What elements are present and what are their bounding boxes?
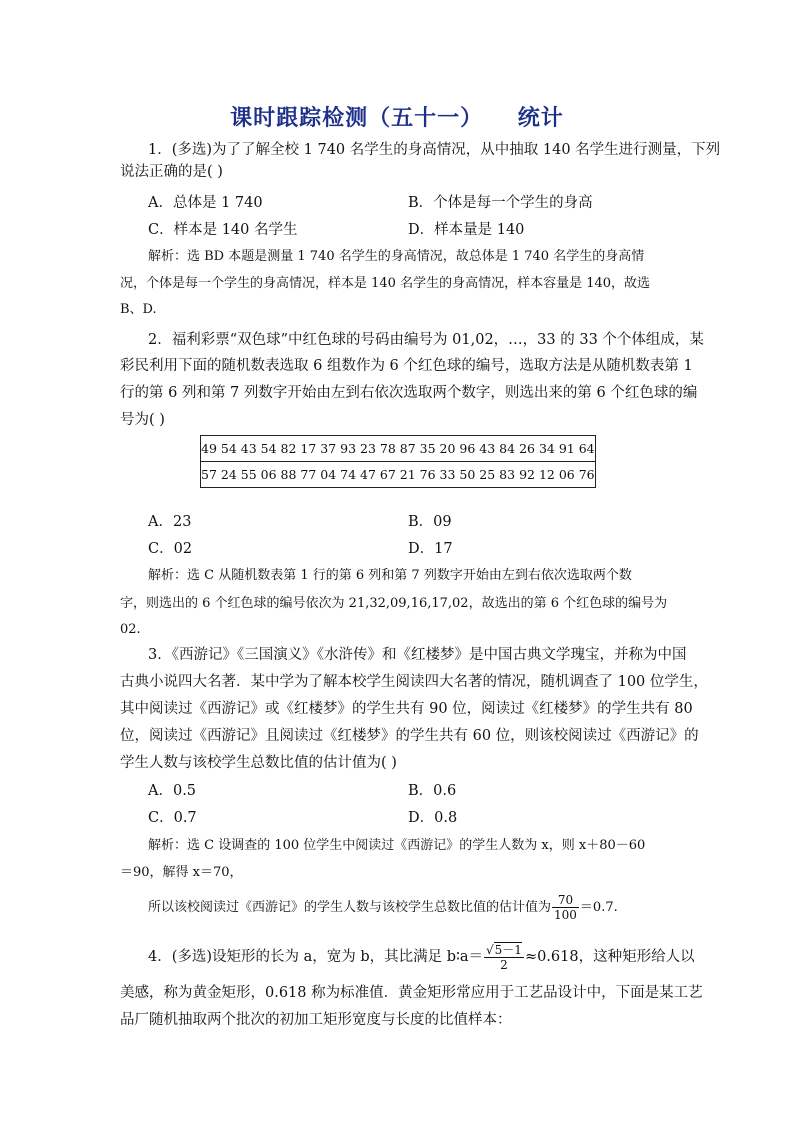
- q3-option-a: A．0.5: [148, 783, 197, 799]
- table-cell: 49 54 43 54 82 17 37 93 23 78 87 35 20 96 43 84 26 34 91 64: [201, 436, 596, 462]
- table-row: [201, 462, 596, 488]
- q3-answer-line2: ＝90，解得 x＝70，: [120, 865, 243, 880]
- q1-stem-line2: 说法正确的是( ): [120, 164, 223, 180]
- q1-answer-line1: 解析：选 BD 本题是测量 1 740 名学生的身高情况，故总体是 1 740 名学生的身高情: [148, 249, 645, 264]
- q1-option-c: C．样本是 140 名学生: [148, 222, 298, 238]
- q2-option-b: B．09: [408, 514, 452, 530]
- q4-stem-line3: 品厂随机抽取两个批次的初加工矩形宽度与长度的比值样本：: [120, 1012, 512, 1028]
- q2-stem-line2: 彩民利用下面的随机数表选取 6 组数作为 6 个红色球的编号，选取方法是从随机数表第 1: [120, 358, 693, 374]
- q4-stem-approx: ≈0.618，这种矩形给人以: [524, 949, 695, 965]
- random-number-table: [200, 435, 596, 488]
- q2-answer-line1: 解析：选 C 从随机数表第 1 行的第 6 列和第 7 列数字开始由左到右依次选取两个数: [148, 568, 632, 583]
- q2-stem-line4: 号为( ): [120, 412, 165, 428]
- q4-stem-text: 4．(多选)设矩形的长为 a，宽为 b，其比满足 b∶a＝: [148, 949, 483, 965]
- q2-answer-line3: 02.: [120, 622, 141, 637]
- q1-option-a: A．总体是 1 740: [148, 195, 263, 211]
- q2-stem-line3: 行的第 6 列和第 7 列数字开始由左到右依次选取两个数字，则选出来的第 6 个红色球的编: [120, 385, 698, 401]
- q3-option-c: C．0.7: [148, 810, 197, 826]
- q2-stem-line1: 2．福利彩票“双色球”中红色球的号码由编号为 01,02，…，33 的 33 个个体组成，某: [148, 332, 704, 348]
- table-cell: 57 24 55 06 88 77 04 74 47 67 21 76 33 50 25 83 92 12 06 76: [201, 462, 596, 488]
- q4-stem-line2: 美感，称为黄金矩形，0.618 称为标准值．黄金矩形常应用于工艺品设计中，下面是某工艺: [120, 985, 703, 1001]
- table-row: [201, 436, 596, 462]
- q1-option-b: B．个体是每一个学生的身高: [408, 195, 593, 211]
- q3-stem-line5: 学生人数与该校学生总数比值的估计值为( ): [120, 755, 397, 771]
- fraction-denominator: 100: [554, 908, 577, 922]
- q1-stem-line1: 1．(多选)为了了解全校 1 740 名学生的身高情况，从中抽取 140 名学生进行测量，下列: [148, 142, 721, 158]
- q3-answer-text: 所以该校阅读过《西游记》的学生人数与该校学生总数比值的估计值为: [148, 900, 552, 915]
- q2-option-c: C．02: [148, 541, 193, 557]
- q1-option-d: D．样本量是 140: [408, 222, 525, 238]
- q2-answer-line2: 字，则选出的 6 个红色球的编号依次为 21,32,09,16,17,02，故选出的第 6 个红色球的编号为: [120, 596, 668, 611]
- q1-answer-line2: 况，个体是每一个学生的身高情况，样本是 140 名学生的身高情况，样本容量是 140，故选: [120, 276, 651, 291]
- fraction-numerator: 70: [552, 893, 579, 908]
- q1-answer-line3: B、D.: [120, 302, 157, 317]
- q3-answer-result: ＝0.7.: [579, 900, 618, 915]
- sqrt-expression: 5－1: [494, 942, 522, 957]
- q2-option-d: D．17: [408, 541, 453, 557]
- page-title: 课时跟踪检测（五十一） 统计: [230, 106, 564, 131]
- q3-stem-line4: 位，阅读过《西游记》且阅读过《红楼梦》的学生共有 60 位，则该校阅读过《西游记》的: [120, 728, 699, 744]
- q4-stem-line1: [148, 940, 695, 974]
- golden-ratio-fraction: [484, 943, 524, 972]
- fraction-denominator: 2: [500, 957, 508, 972]
- q3-option-d: D．0.8: [408, 810, 458, 826]
- q3-stem-line2: 古典小说四大名著．某中学为了解本校学生阅读四大名著的情况，随机调查了 100 位学生，: [120, 674, 708, 690]
- q3-option-b: B．0.6: [408, 783, 457, 799]
- q3-stem-line1: 3．《西游记》《三国演义》《水浒传》和《红楼梦》是中国古典文学瑰宝，并称为中国: [148, 647, 687, 663]
- q3-answer-line1: 解析：选 C 设调查的 100 位学生中阅读过《西游记》的学生人数为 x，则 x＋80－60: [148, 838, 646, 853]
- fraction-numerator: √5－1: [486, 942, 522, 957]
- q3-answer-line3: [148, 892, 676, 924]
- q3-stem-line3: 其中阅读过《西游记》或《红楼梦》的学生共有 90 位，阅读过《红楼梦》的学生共有 80: [120, 701, 693, 717]
- fraction: [552, 893, 579, 922]
- q2-option-a: A．23: [148, 514, 192, 530]
